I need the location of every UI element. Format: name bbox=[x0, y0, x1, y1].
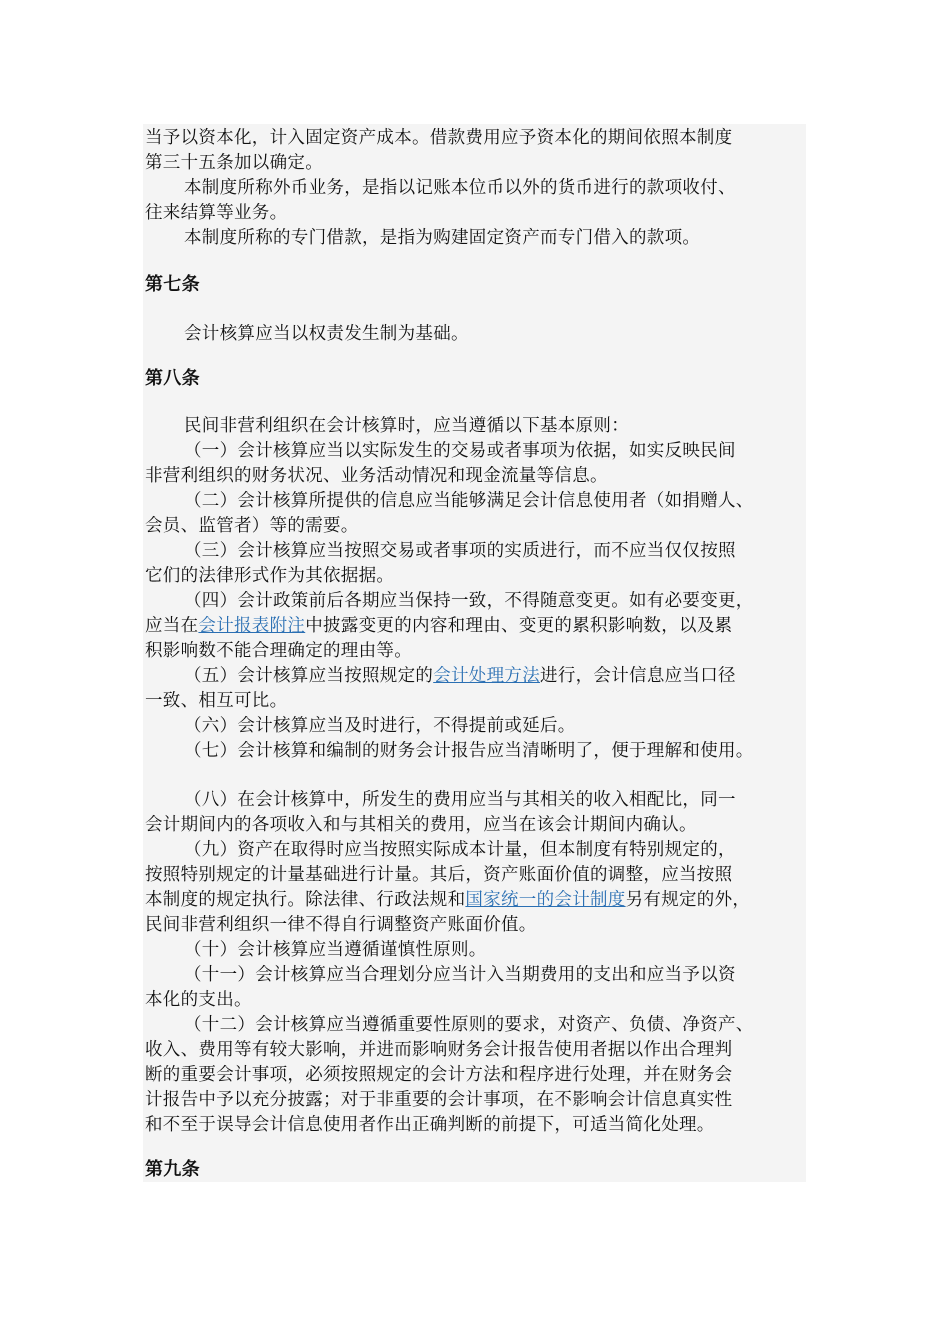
text-line: （七）会计核算和编制的财务会计报告应当清晰明了，便于理解和使用。 bbox=[184, 741, 754, 761]
article-heading: 第九条 bbox=[145, 1159, 200, 1180]
text-line: 民间非营利组织在会计核算时，应当遵循以下基本原则： bbox=[184, 416, 629, 436]
text-line bbox=[145, 614, 732, 638]
text-line: 本化的支出。 bbox=[145, 990, 252, 1010]
text-line: 第三十五条加以确定。 bbox=[145, 153, 323, 173]
text-line: （八）在会计核算中，所发生的费用应当与其相关的收入相配比，同一 bbox=[184, 790, 736, 810]
document-page bbox=[143, 124, 806, 1182]
text-segment: 另有规定的外， bbox=[625, 890, 751, 910]
article-heading: 第七条 bbox=[145, 274, 200, 295]
link-national-unified-accounting-system[interactable]: 国家统一的会计制度 bbox=[465, 890, 626, 910]
text-line: 它们的法律形式作为其依据据。 bbox=[145, 566, 395, 586]
text-line: （六）会计核算应当及时进行，不得提前或延后。 bbox=[184, 716, 576, 736]
text-segment: 中披露变更的内容和理由、变更的累积影响数，以及累 bbox=[305, 616, 733, 636]
text-segment: （五）会计核算应当按照规定的 bbox=[184, 666, 434, 686]
text-line: 当予以资本化，计入固定资产成本。借款费用应予资本化的期间依照本制度 bbox=[145, 128, 733, 148]
text-segment: 进行，会计信息应当口径 bbox=[540, 666, 736, 686]
text-line: （十二）会计核算应当遵循重要性原则的要求，对资产、负债、净资产、 bbox=[184, 1015, 754, 1035]
text-line: 按照特别规定的计量基础进行计量。其后，资产账面价值的调整，应当按照 bbox=[145, 865, 733, 885]
text-line: 收入、费用等有较大影响，并进而影响财务会计报告使用者据以作出合理判 bbox=[145, 1040, 733, 1060]
article-heading: 第八条 bbox=[145, 368, 200, 389]
text-line: 往来结算等业务。 bbox=[145, 203, 288, 223]
text-line: 计报告中予以充分披露；对于非重要的会计事项，在不影响会计信息真实性 bbox=[145, 1090, 733, 1110]
text-line: 断的重要会计事项，必须按照规定的会计方法和程序进行处理，并在财务会 bbox=[145, 1065, 733, 1085]
link-accounting-methods[interactable]: 会计处理方法 bbox=[433, 666, 541, 686]
text-line: （十一）会计核算应当合理划分应当计入当期费用的支出和应当予以资 bbox=[184, 965, 736, 985]
text-line: （二）会计核算所提供的信息应当能够满足会计信息使用者（如捐赠人、 bbox=[184, 491, 754, 511]
text-line bbox=[145, 888, 750, 912]
text-line: （四）会计政策前后各期应当保持一致，不得随意变更。如有必要变更， bbox=[184, 591, 754, 611]
text-line: 会计核算应当以权责发生制为基础。 bbox=[184, 324, 469, 344]
text-line: 积影响数不能合理确定的理由等。 bbox=[145, 641, 412, 661]
text-segment: 本制度的规定执行。除法律、行政法规和 bbox=[145, 890, 466, 910]
text-line: （三）会计核算应当按照交易或者事项的实质进行，而不应当仅仅按照 bbox=[184, 541, 736, 561]
text-line: （一）会计核算应当以实际发生的交易或者事项为依据，如实反映民间 bbox=[184, 441, 736, 461]
text-segment: 应当在 bbox=[145, 616, 199, 636]
text-line: 会员、监管者）等的需要。 bbox=[145, 516, 359, 536]
text-line: 会计期间内的各项收入和与其相关的费用，应当在该会计期间内确认。 bbox=[145, 815, 697, 835]
text-line bbox=[184, 664, 736, 688]
text-line: 民间非营利组织一律不得自行调整资产账面价值。 bbox=[145, 915, 537, 935]
text-line: 一致、相互可比。 bbox=[145, 691, 288, 711]
link-accounting-statement-notes[interactable]: 会计报表附注 bbox=[198, 616, 306, 636]
text-line: 本制度所称外币业务，是指以记账本位币以外的货币进行的款项收付、 bbox=[184, 178, 736, 198]
text-line: 和不至于误导会计信息使用者作出正确判断的前提下，可适当简化处理。 bbox=[145, 1115, 715, 1135]
text-line: （十）会计核算应当遵循谨慎性原则。 bbox=[184, 940, 487, 960]
text-line: 本制度所称的专门借款，是指为购建固定资产而专门借入的款项。 bbox=[184, 228, 701, 248]
text-line: 非营利组织的财务状况、业务活动情况和现金流量等信息。 bbox=[145, 466, 608, 486]
text-line: （九）资产在取得时应当按照实际成本计量，但本制度有特别规定的， bbox=[184, 840, 736, 860]
